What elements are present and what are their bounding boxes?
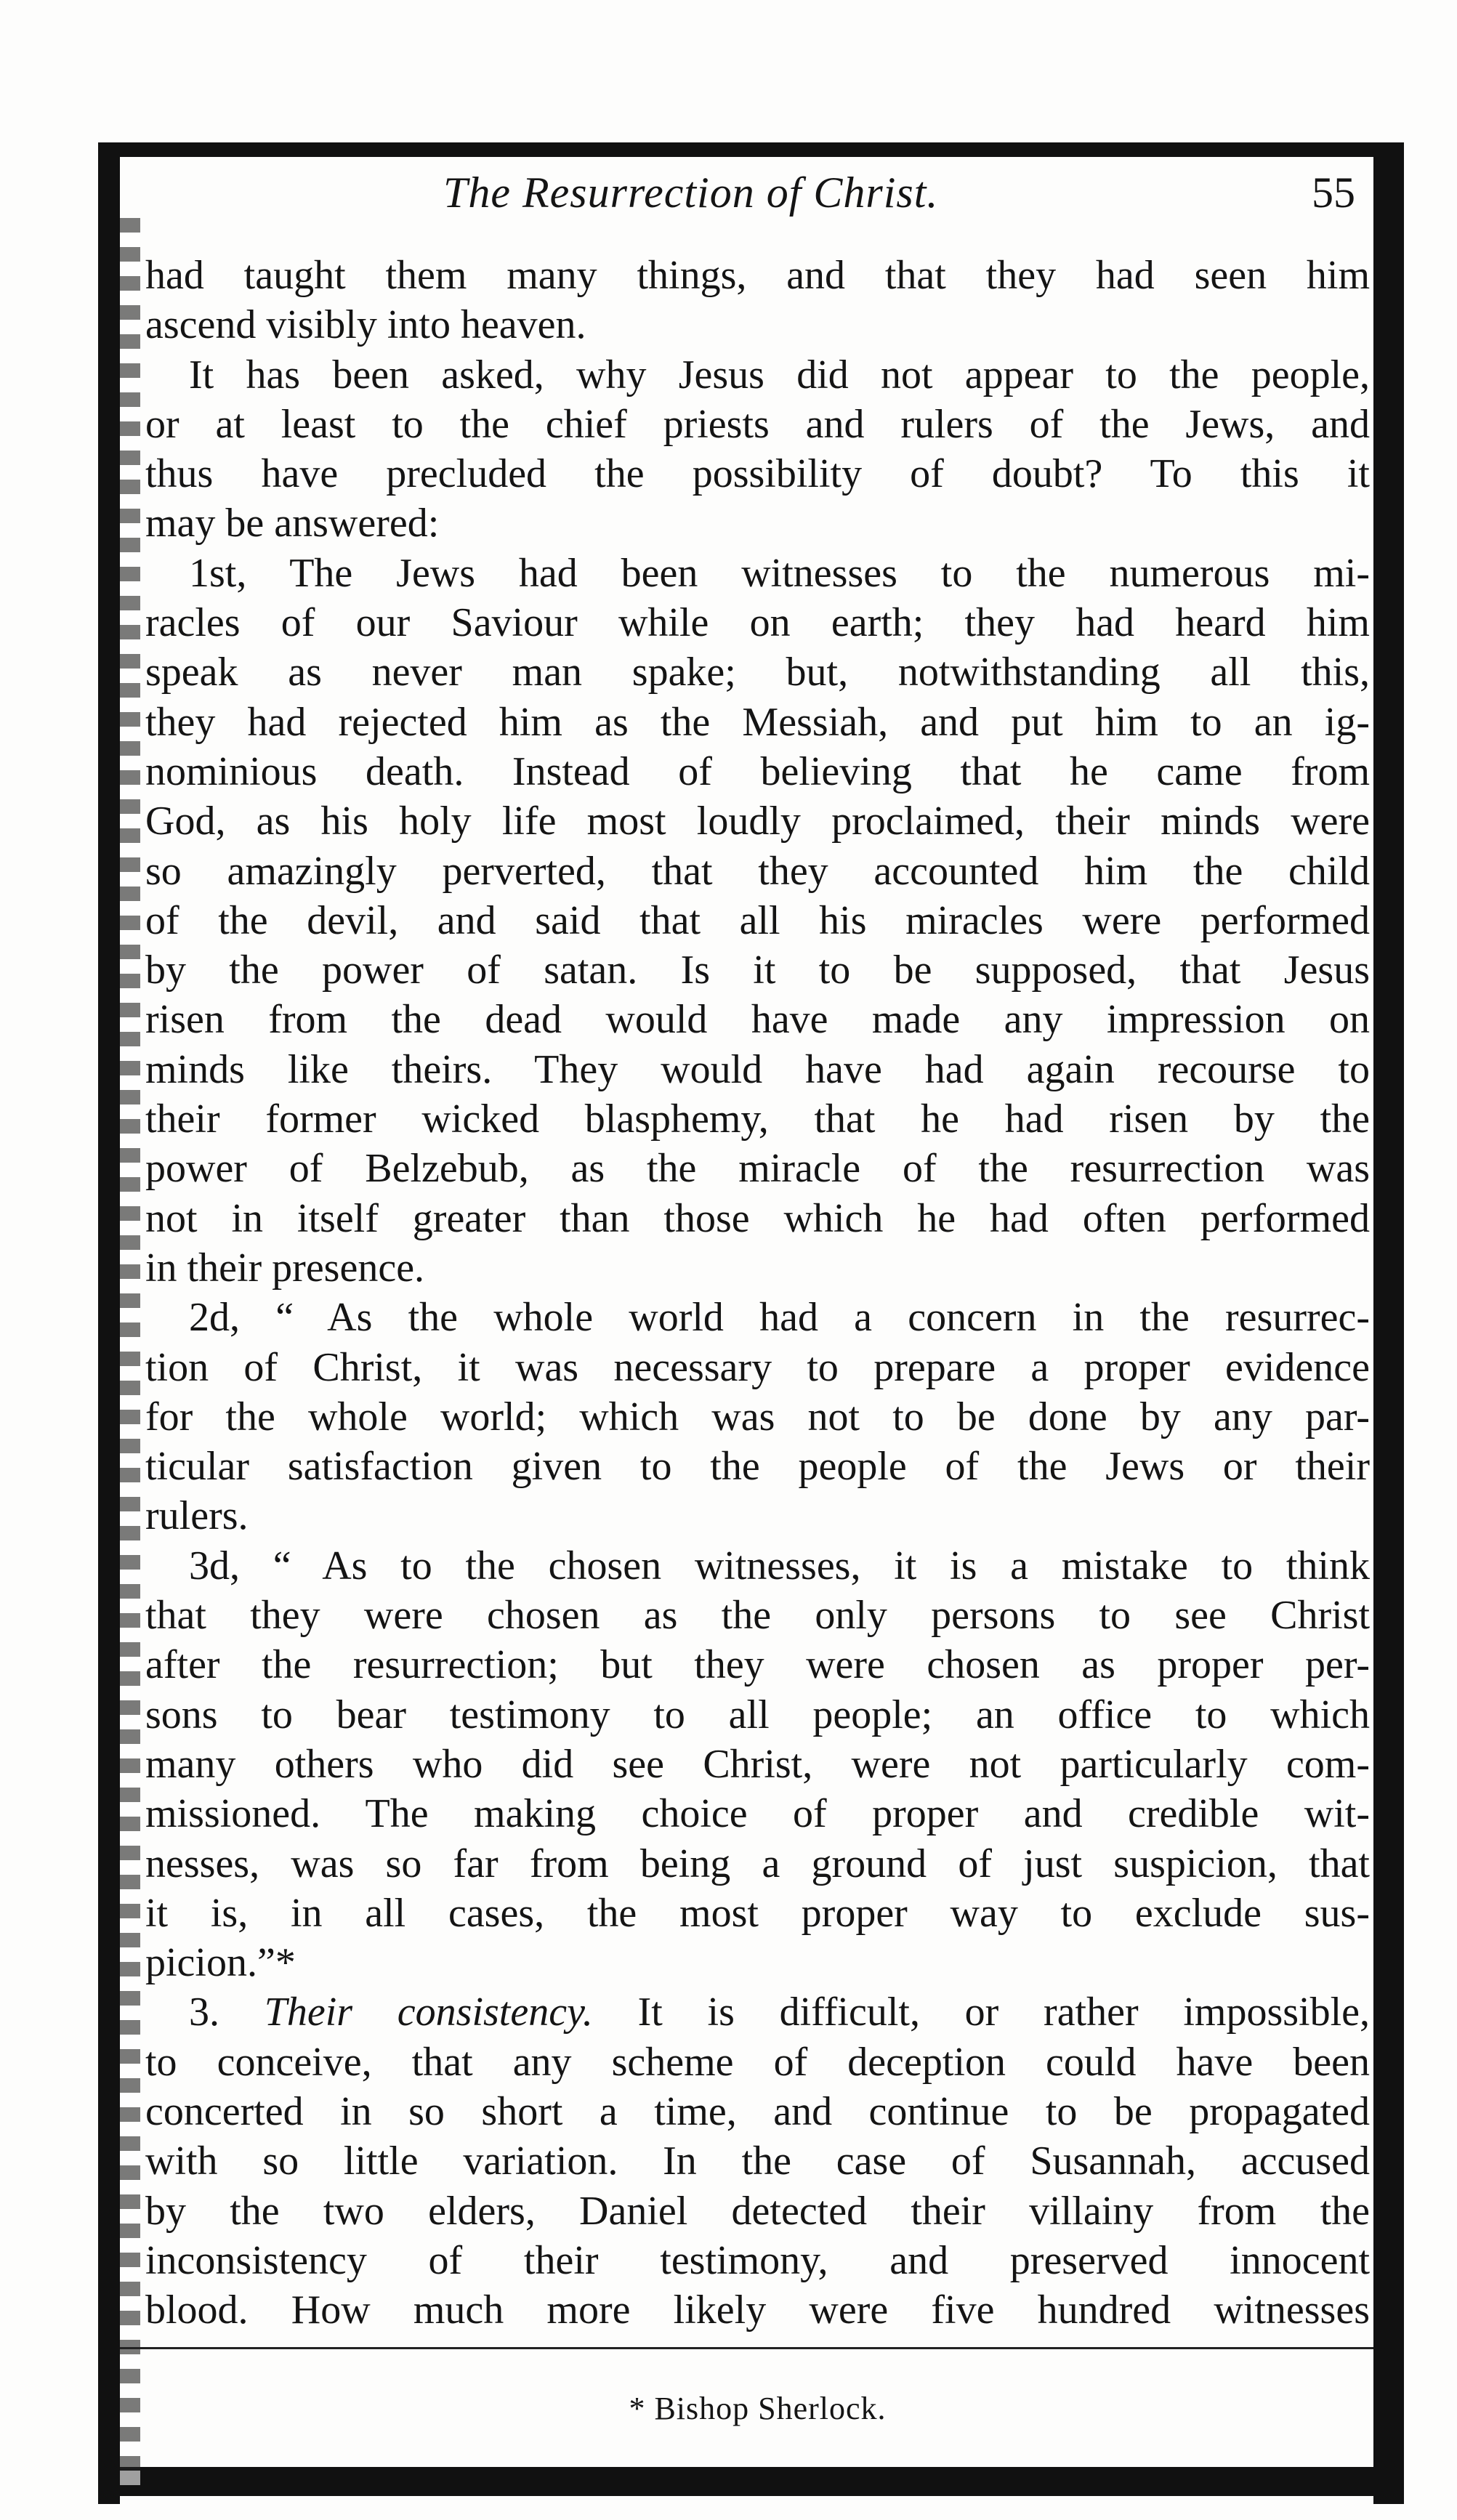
text-line: 1st, The Jews had been witnesses to the numerous mi-	[189, 550, 1370, 596]
text-line: tion of Christ, it was necessary to prepare a proper evidence	[145, 1344, 1370, 1390]
text-line: blood. How much more likely were five hundred witnesses	[145, 2287, 1370, 2333]
page-number: 55	[1312, 169, 1355, 217]
text-line: nesses, was so far from being a ground of just suspicion, that	[145, 1841, 1370, 1886]
text-line: they had rejected him as the Messiah, and put him to an ig-	[145, 699, 1370, 745]
text-line: in their presence.	[145, 1245, 425, 1291]
text-line: risen from the dead would have made any impression on	[145, 997, 1370, 1043]
text-line: of the devil, and said that all his miracles were performed	[145, 897, 1370, 943]
text-line: racles of our Saviour while on earth; they had heard him	[145, 600, 1370, 646]
text-line: missioned. The making choice of proper and credible wit-	[145, 1791, 1370, 1837]
text-line: nominious death. Instead of believing that he came from	[145, 748, 1370, 794]
text-line: It has been asked, why Jesus did not appear to the people,	[189, 352, 1370, 397]
text-line: their former wicked blasphemy, that he had risen by the	[145, 1097, 1370, 1142]
section-first-line-text: It is difficult, or rather impossible,	[637, 1990, 1370, 2035]
text-line: minds like theirs. They would have had again recourse to	[145, 1046, 1370, 1092]
text-line: had taught them many things, and that they had seen him	[145, 253, 1370, 298]
text-line: ticular satisfaction given to the people of the Jews or their	[145, 1444, 1370, 1490]
running-title: The Resurrection of Christ.	[443, 169, 939, 217]
text-line: to conceive, that any scheme of deception could have been	[145, 2039, 1370, 2085]
text-line: speak as never man spake; but, notwithstanding all this,	[145, 650, 1370, 695]
text-line: 3d, “ As to the chosen witnesses, it is a mistake to think	[189, 1543, 1370, 1588]
text-line: 2d, “ As the whole world had a concern in the resurrec-	[189, 1295, 1370, 1341]
text-line: so amazingly perverted, that they accounted him the child	[145, 848, 1370, 894]
text-line: sons to bear testimony to all people; an office to which	[145, 1692, 1370, 1737]
page-header	[145, 163, 1370, 222]
footnote-rule	[120, 2347, 1373, 2349]
page-border-top	[98, 142, 1402, 157]
page-border-bottom	[98, 2467, 1402, 2496]
text-line: or at least to the chief priests and rulers of the Jews, and	[145, 401, 1370, 447]
text-line: many others who did see Christ, were not particularly com-	[145, 1741, 1370, 1787]
text-line: by the power of satan. Is it to be supposed, that Jesus	[145, 948, 1370, 993]
text-line: it is, in all cases, the most proper way to exclude sus-	[145, 1890, 1370, 1936]
page-border-left	[98, 142, 120, 2504]
text-line: ascend visibly into heaven.	[145, 302, 586, 348]
body-text	[145, 251, 1370, 2335]
text-line: for the whole world; which was not to be done by any par-	[145, 1394, 1370, 1439]
text-line: concerted in so short a time, and continue to be propagated	[145, 2088, 1370, 2134]
section-heading: Their consistency.	[264, 1990, 593, 2035]
section-number: 3.	[189, 1990, 219, 2035]
section-3-first-line	[145, 1987, 1370, 2037]
footnote: * Bishop Sherlock.	[629, 2391, 887, 2426]
text-line: may be answered:	[145, 501, 440, 546]
text-line: not in itself greater than those which he had often performed	[145, 1195, 1370, 1241]
text-line: rulers.	[145, 1493, 249, 1539]
text-line: inconsistency of their testimony, and preserved innocent	[145, 2237, 1370, 2283]
text-line: picion.”*	[145, 1940, 296, 1986]
text-line: God, as his holy life most loudly proclaimed, their minds were	[145, 799, 1370, 844]
text-line: that they were chosen as the only persons to see Christ	[145, 1593, 1370, 1639]
text-line: with so little variation. In the case of Susannah, accused	[145, 2139, 1370, 2184]
text-line: after the resurrection; but they were chosen as proper per-	[145, 1642, 1370, 1688]
binding-gutter	[120, 218, 140, 2485]
page-border-right	[1373, 142, 1404, 2504]
text-line: by the two elders, Daniel detected their villainy from the	[145, 2188, 1370, 2234]
text-line: power of Belzebub, as the miracle of the resurrection was	[145, 1146, 1370, 1192]
text-line: thus have precluded the possibility of doubt? To this it	[145, 451, 1370, 497]
